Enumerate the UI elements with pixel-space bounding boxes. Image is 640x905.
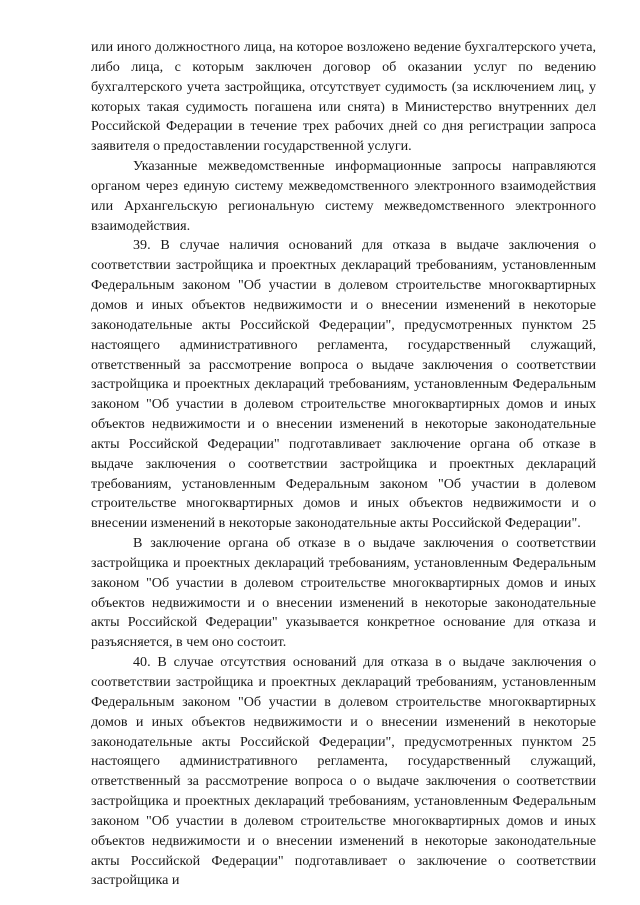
- paragraph-item-39: 39. В случае наличия оснований для отказа в выдаче заключения о соответствии застройщика и проектных деклараций требованиям, установленным Федеральным законом "Об участии в долевом строительстве многоквартирных домов и иных объектов недвижимости и о внесении изменений в некоторые законодательные акты Российской Федерации", предусмотренных пунктом 25 настоящего административного регламента, государственный служащий, ответственный за рассмотрение вопроса о выдаче заключения о соответствии застройщика и проектных деклараций требованиям, установленным Федеральным законом "Об участии в долевом строительстве многоквартирных домов и иных объектов недвижимости и о внесении изменений в некоторые законодательные акты Российской Федерации" подготавливает заключение органа об отказе в выдаче заключения о соответствии застройщика и проектных деклараций требованиям, установленным Федеральным законом "Об участии в долевом строительстве многоквартирных домов и иных объектов недвижимости и о внесении изменений в некоторые законодательные акты Российской Федерации".: [91, 237, 596, 532]
- paragraph-refusal-grounds: В заключение органа об отказе в о выдаче заключения о соответствии застройщика и проектных деклараций требованиям, установленным Федеральным законом "Об участии в долевом строительстве многоквартирных домов и иных объектов недвижимости и о внесении изменений в некоторые законодательные акты Российской Федерации" указывается конкретное основание для отказа и разъясняется, в чем оно состоит.: [91, 535, 596, 651]
- paragraph-interagency-requests: Указанные межведомственные информационные запросы направляются органом через единую систему межведомственного электронного взаимодействия или Архангельскую региональную систему межведомственного электронного взаимодействия.: [91, 158, 596, 234]
- paragraph-item-40: 40. В случае отсутствия оснований для отказа в о выдаче заключения о соответствии застройщика и проектных деклараций требованиям, установленным Федеральным законом "Об участии в долевом строительстве многоквартирных домов и иных объектов недвижимости и о внесении изменений в некоторые законодательные акты Российской Федерации", предусмотренных пунктом 25 настоящего административного регламента, государственный служащий, ответственный за рассмотрение вопроса о о выдаче заключения о соответствии застройщика и проектных деклараций требованиям, установленным Федеральным законом "Об участии в долевом строительстве многоквартирных домов и иных объектов недвижимости и о внесении изменений в некоторые законодательные акты Российской Федерации" подготавливает о заключение о соответствии застройщика и: [91, 654, 596, 889]
- document-body: [91, 38, 596, 891]
- paragraph-continuation: или иного должностного лица, на которое возложено ведение бухгалтерского учета, либо лица, с которым заключен договор об оказании услуг по ведению бухгалтерского учета застройщика, отсутствует судимость (за исключением лиц, у которых такая судимость погашена или снята) в Министерство внутренних дел Российской Федерации в течение трех рабочих дней со дня регистрации запроса заявителя о предоставлении государственной услуги.: [91, 39, 596, 155]
